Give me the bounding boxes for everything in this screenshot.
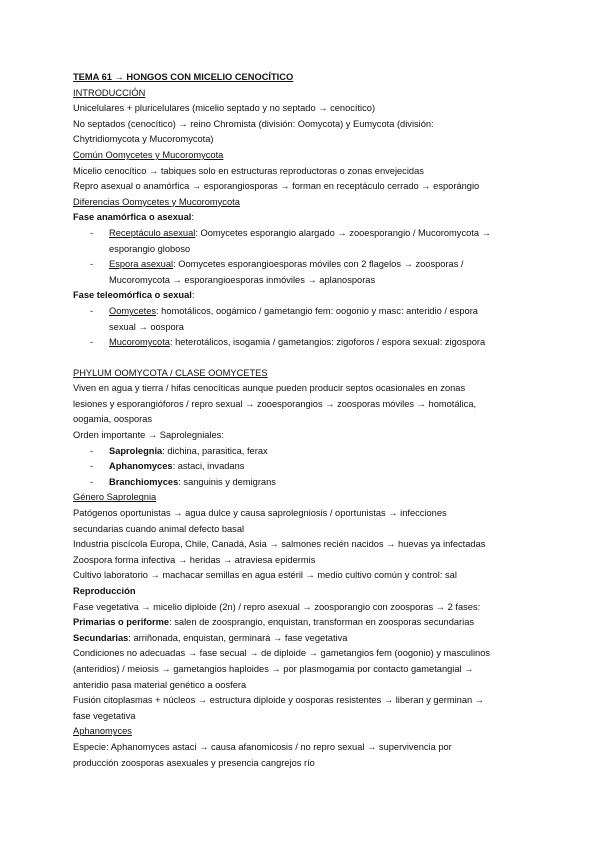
reproduction-line: fase vegetativa	[73, 710, 136, 721]
term: Aphanomyces	[109, 461, 173, 472]
saprolegnia-line: Patógenos oportunistas → agua dulce y causa saprolegniosis / oportunistas → infecciones	[73, 508, 447, 519]
item-continuation: sexual → oospora	[109, 321, 184, 332]
term: Secundarias	[73, 632, 129, 643]
page-title: TEMA 61 → HONGOS CON MICELIO CENOCÍTICO	[73, 72, 294, 82]
item-text: : heterotálicos, isogamia / gametangios: zigoforos / espora sexual: zigospora	[169, 337, 486, 348]
colon: :	[191, 212, 194, 223]
phylum-line: lesiones y esporangióforos / repro sexual → zooesporangios → zoosporas móviles → homotálica,	[73, 398, 477, 409]
differences-heading: Diferencias Oomycetes y Mucoromycota	[73, 196, 240, 207]
list-item	[73, 444, 533, 460]
saprolegnia-line: Zoospora forma infectiva → heridas → atraviesa epidermis	[73, 554, 316, 565]
phylum-line: oogamia, oosporas	[73, 414, 153, 425]
item-text: : Oomycetes esporangioesporas móviles con 2 flagelos → zoosporas /	[173, 259, 464, 270]
list-item	[73, 304, 533, 335]
intro-line: Unicelulares + pluricelulares (micelio septado y no septado → cenocítico)	[73, 103, 376, 114]
list-item	[73, 459, 533, 475]
common-line: Micelio cenocítico → tabiques solo en estructuras reproductoras o zonas envejecidas	[73, 165, 424, 176]
secondary-zoospores-line	[73, 631, 533, 647]
anamorphic-heading	[73, 210, 533, 226]
anamorphic-heading-text: Fase anamórfica o asexual	[73, 212, 192, 223]
bullet-dash: -	[90, 259, 94, 270]
list-item	[73, 475, 533, 491]
term: Mucoromycota	[109, 337, 170, 348]
term: Primarias o periforme	[73, 617, 170, 628]
teleomorphic-heading-text: Fase teleomórfica o sexual	[73, 290, 192, 301]
aphanomyces-line: Especie: Aphanomyces astaci → causa afanomicosis / no repro sexual → supervivencia por	[73, 741, 452, 752]
phylum-line: Viven en agua y tierra / hifas cenocíticas aunque pueden producir septos ocasionales en zonas	[73, 383, 466, 394]
saprolegnia-line: Cultivo laboratorio → machacar semillas en agua estéril → medio cultivo común y control: sal	[73, 570, 457, 581]
item-text: : sanguinis y demigrans	[178, 476, 276, 487]
list-item	[73, 335, 533, 351]
bullet-dash: -	[90, 461, 94, 472]
aphanomyces-line: producción zoosporas asexuales y presencia cangrejos río	[73, 757, 315, 768]
reproduction-line: Fusión citoplasmas + núcleos → estructura diploide y oosporas resistentes → liberan y germinan →	[73, 695, 485, 706]
intro-line: No septados (cenocítico) → reino Chromista (división: Oomycota) y Eumycota (división:	[73, 118, 434, 129]
intro-heading: INTRODUCCIÓN	[73, 87, 146, 98]
bullet-dash: -	[90, 476, 94, 487]
spacer	[73, 351, 533, 366]
item-text: : Oomycetes esporangio alargado → zooesporangio / Mucoromycota →	[195, 227, 491, 238]
item-text: : arriñonada, enquistan, germinará → fase vegetativa	[128, 632, 348, 643]
document-page	[73, 70, 533, 771]
term: Saprolegnia	[109, 445, 163, 456]
term: Receptáculo asexual	[109, 227, 196, 238]
primary-zoospores-line	[73, 615, 533, 631]
saprolegnia-line: Industria piscícola Europa, Chile, Canadá, Asia → salmones recién nacidos → huevas ya infectadas	[73, 539, 486, 550]
item-continuation: Mucoromycota → esporangioesporas inmóviles → aplanosporas	[109, 274, 376, 285]
reproduction-line: anteridio pasa material genético a oosfera	[73, 679, 247, 690]
reproduction-heading: Reproducción	[73, 586, 136, 596]
phylum-heading: PHYLUM OOMYCOTA / CLASE OOMYCETES	[73, 367, 268, 378]
list-item	[73, 226, 533, 257]
item-text: : dichina, parasitica, ferax	[162, 445, 268, 456]
colon: :	[191, 290, 195, 301]
aphanomyces-heading: Aphanomyces	[73, 726, 132, 737]
list-item	[73, 257, 533, 288]
common-heading: Común Oomycetes y Mucoromycota	[73, 149, 224, 160]
reproduction-line: Condiciones no adecuadas → fase secual → de diploide → gametangios fem (oogonio) y masculinos	[73, 648, 491, 659]
common-line: Repro asexual o anamórfica → esporangiosporas → forman en receptáculo cerrado → esporángio	[73, 181, 480, 192]
term: Oomycetes	[109, 305, 157, 316]
intro-line: Chytridiomycota y Mucoromycota)	[73, 134, 214, 145]
bullet-dash: -	[90, 227, 94, 238]
item-text: : salen de zoosprangio, enquistan, transforman en zoosporas secundarias	[169, 617, 475, 628]
item-continuation: esporangio globoso	[109, 243, 191, 254]
saprolegnia-heading: Género Saprolegnia	[73, 492, 157, 503]
bullet-dash: -	[90, 445, 94, 456]
term: Branchiomyces	[109, 476, 179, 487]
term: Espora asexual	[109, 259, 174, 270]
teleomorphic-heading	[73, 288, 533, 304]
item-text: : homotálicos, oogámico / gametangio fem: oogonio y masc: anteridio / espora	[156, 305, 478, 316]
bullet-dash: -	[90, 337, 94, 348]
bullet-dash: -	[90, 305, 94, 316]
saprolegnia-line: secundarias cuando animal defecto basal	[73, 523, 245, 534]
reproduction-line: Fase vegetativa → micelio diploide (2n) / repro asexual → zoosporangio con zoosporas → 2 fases:	[73, 601, 481, 612]
reproduction-line: (anteridios) / meiosis → gametangios haploides → por plasmogamia por contacto gametangial →	[73, 663, 474, 674]
item-text: : astaci, invadans	[172, 461, 245, 472]
phylum-line: Orden importante → Saprolegniales:	[73, 430, 224, 441]
